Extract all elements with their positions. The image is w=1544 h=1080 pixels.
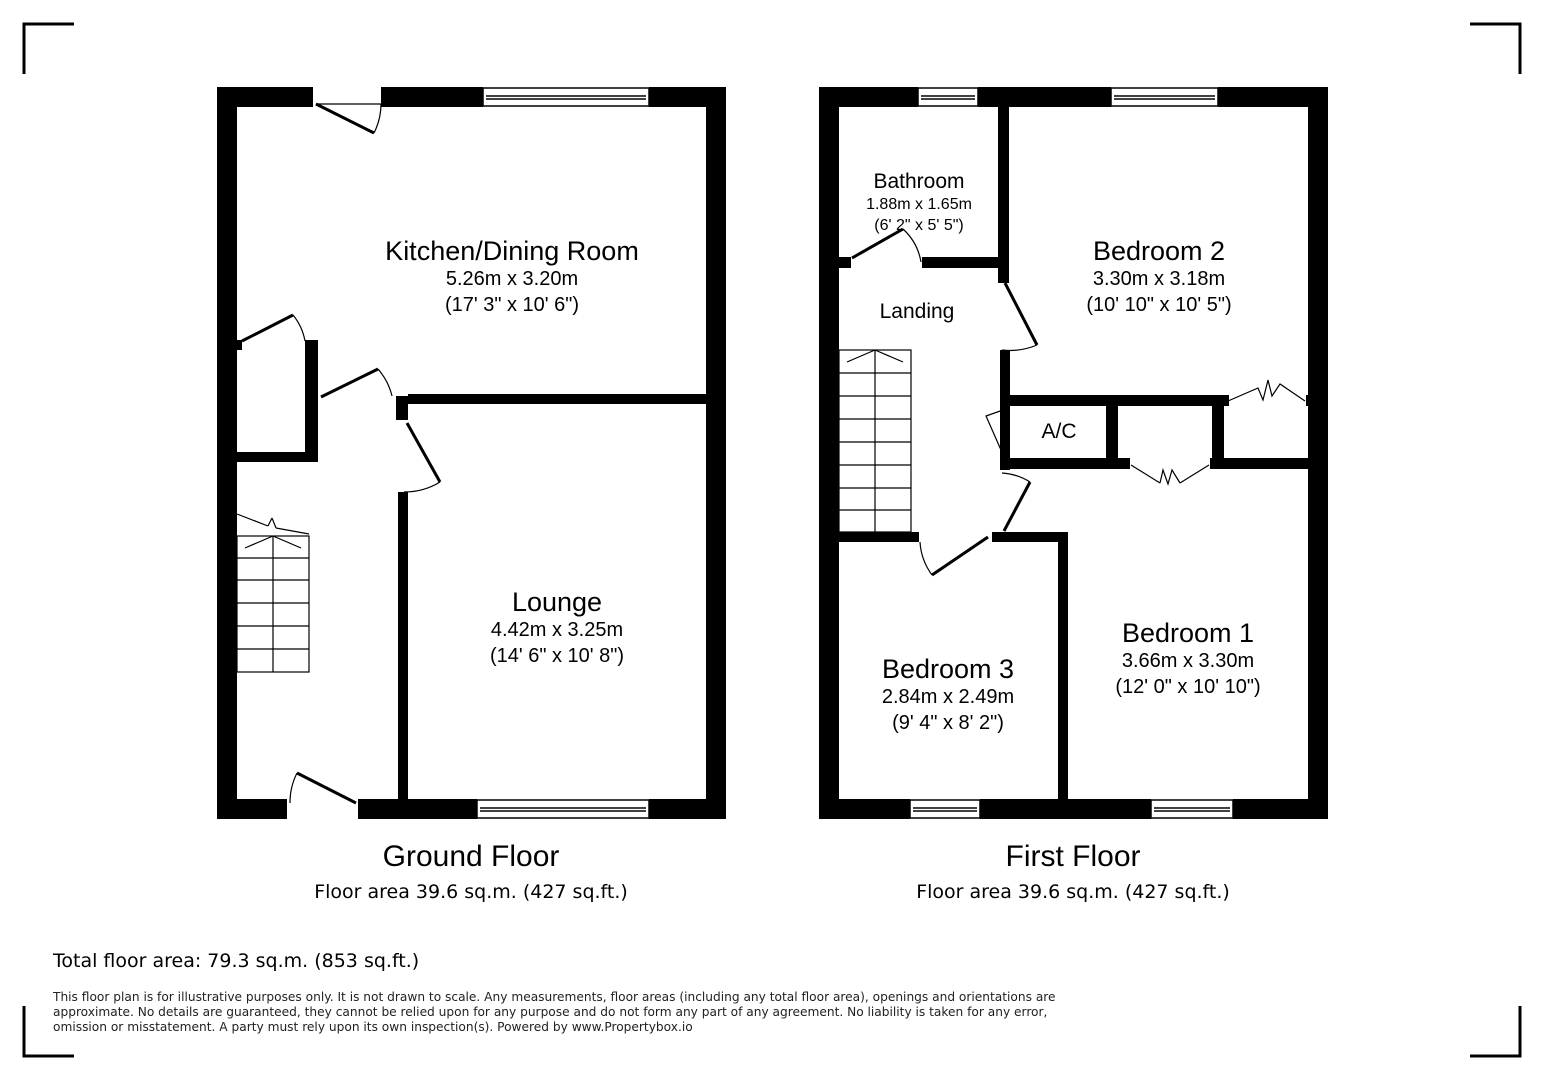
ground-floor-plan: [217, 87, 726, 819]
kitchen-name: Kitchen/Dining Room: [385, 236, 639, 266]
bedroom2-imperial: (10' 10" x 10' 5"): [1086, 294, 1232, 316]
lounge-imperial: (14' 6" x 10' 8"): [489, 645, 625, 667]
bedroom3-name: Bedroom 3: [881, 654, 1015, 684]
bedroom1-name: Bedroom 1: [1121, 618, 1255, 648]
bedroom2-metric: 3.30m x 3.18m: [1092, 268, 1226, 290]
ground-floor-title: Ground Floor: [382, 840, 560, 873]
total-floor-area: Total floor area: 79.3 sq.m. (853 sq.ft.): [53, 950, 420, 972]
ground-floor-area: Floor area 39.6 sq.m. (427 sq.ft.): [314, 881, 628, 903]
kitchen-imperial: (17' 3" x 10' 6"): [444, 294, 580, 316]
first-floor-stairs: [839, 350, 911, 532]
bathroom-metric: 1.88m x 1.65m: [866, 196, 972, 213]
bedroom3-imperial: (9' 4" x 8' 2"): [892, 712, 1004, 734]
first-floor-area: Floor area 39.6 sq.m. (427 sq.ft.): [916, 881, 1230, 903]
bedroom1-metric: 3.66m x 3.30m: [1121, 650, 1255, 672]
lounge-metric: 4.42m x 3.25m: [490, 619, 624, 641]
bedroom2-name: Bedroom 2: [1092, 236, 1226, 266]
bedroom3-metric: 2.84m x 2.49m: [881, 686, 1015, 708]
corner-marks: [24, 24, 1520, 1056]
bathroom-name: Bathroom: [873, 170, 965, 193]
disclaimer-text: This floor plan is for illustrative purposes only. It is not drawn to scale. Any measurements, floor areas (including any total floor area), openings and orientations are approximate. No details are guaranteed, they cannot be relied upon for any purpose and do not form any part of any agreement. No liability is taken for any error, omission or misstatement. A party must rely upon its own inspection(s). Powered by www.Propertybox.io: [53, 990, 1056, 1034]
ac-name: A/C: [1041, 420, 1077, 443]
first-floor-title: First Floor: [1005, 840, 1141, 873]
ground-floor-windows: [477, 88, 649, 818]
landing-name: Landing: [879, 300, 955, 323]
bedroom1-imperial: (12' 0" x 10' 10"): [1115, 676, 1261, 698]
bathroom-imperial: (6' 2" x 5' 5"): [874, 217, 964, 234]
ground-floor-stairs: [237, 514, 309, 672]
kitchen-metric: 5.26m x 3.20m: [445, 268, 579, 290]
lounge-name: Lounge: [511, 587, 603, 617]
ground-floor-walls: [217, 87, 726, 819]
